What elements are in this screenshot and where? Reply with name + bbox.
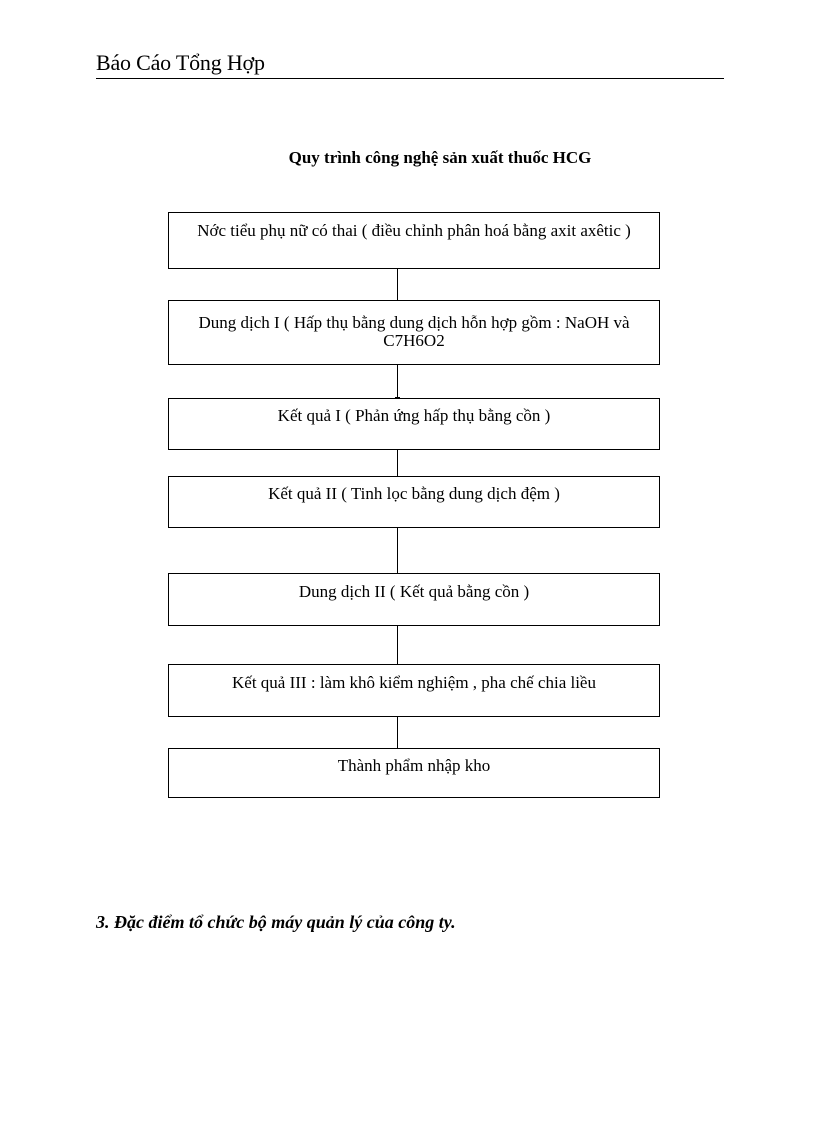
flow-step-box [168,212,660,269]
flow-step-text: Kết quả I ( Phản ứng hấp thụ bằng cồn ) [277,406,551,425]
flow-step-text: Dung dịch I ( Hấp thụ bằng dung dịch hỗn hợp gồm : NaOH và C7H6O2 [198,313,630,350]
flow-step-text: Dung dịch II ( Kết quả bằng cồn ) [298,582,530,601]
page-header [96,50,724,79]
header-title: Báo Cáo Tổng Hợp [96,50,265,75]
flow-connector [397,716,398,749]
flow-step-box [168,748,660,798]
flow-step-box [168,573,660,626]
flow-step-text: Kết quả II ( Tinh lọc bằng dung dịch đệm ) [268,484,560,503]
flow-connector [397,449,398,477]
flow-connector [397,268,398,301]
flow-step-text: Kết quả III : làm khô kiểm nghiệm , pha chế chia liều [232,673,596,692]
flow-connector [397,625,398,665]
flow-step-box [168,476,660,528]
flowchart-title: Quy trình công nghệ sản xuất thuốc HCG [288,148,592,167]
flow-step-box [168,664,660,717]
section-heading: 3. Đặc điểm tổ chức bộ máy quản lý của công ty. [96,912,456,932]
flow-step-text: Thành phẩm nhập kho [337,756,491,775]
flow-step-box [168,398,660,450]
flow-connector [397,527,398,574]
flow-step-text: Nớc tiểu phụ nữ có thai ( điều chỉnh phân hoá bằng axit axêtic ) [197,221,631,240]
flow-connector [397,364,398,399]
flow-step-box [168,300,660,365]
